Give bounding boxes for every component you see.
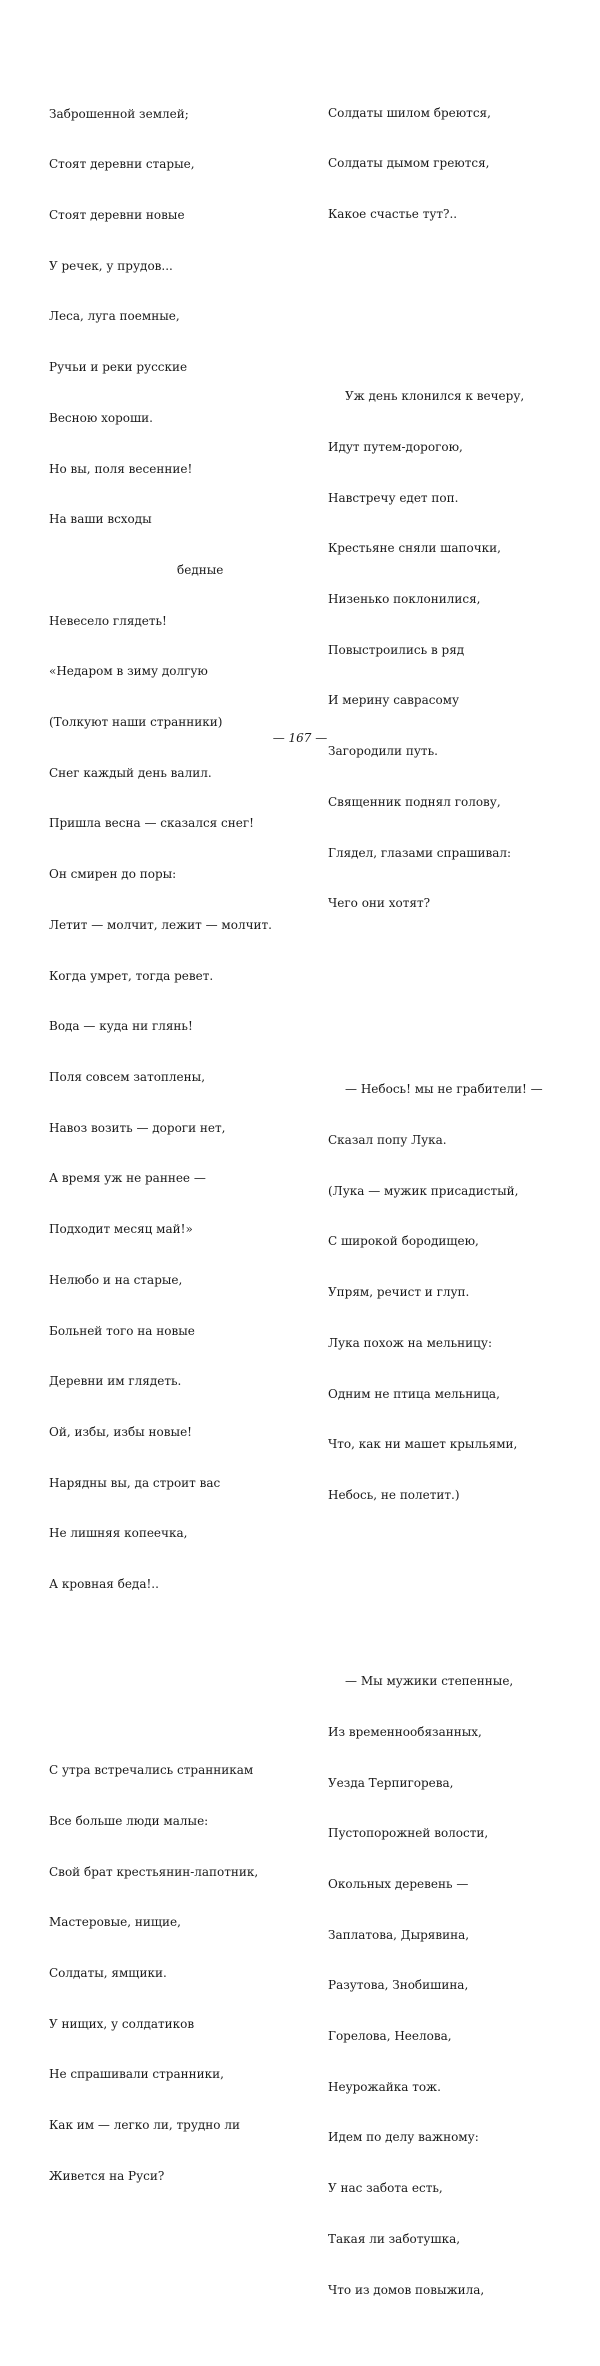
verse-line: Как им — легко ли, трудно ли [49, 2118, 240, 2133]
verse-line: Что из домов повыжила, [328, 2282, 485, 2297]
verse-line: Упрям, речист и глуп. [328, 1285, 470, 1300]
verse-line: Нарядны вы, да строит вас [49, 1475, 221, 1490]
stanza-gap [49, 1661, 299, 1695]
verse-line: Живется на Руси? [49, 2168, 165, 2183]
verse-line: Невесело глядеть! [49, 613, 167, 628]
verse-line: Летит — молчит, лежит — молчит. [49, 917, 272, 932]
page-number: — 167 — [272, 731, 328, 745]
verse-line: Уж день клонился к вечеру, [345, 389, 525, 404]
verse-line: Священник поднял голову, [328, 794, 501, 809]
verse-line: Нелюбо и на старые, [49, 1272, 183, 1287]
verse-line: Что, как ни машет крыльями, [328, 1437, 518, 1452]
verse-line: Солдаты шилом бреются, [328, 105, 491, 120]
verse-line: А кровная беда!.. [49, 1577, 159, 1592]
verse-line: Подходит месяц май!» [49, 1222, 193, 1237]
verse-line: Идут путем-дорогою, [328, 439, 463, 454]
verse-line: На ваши всходы [49, 512, 152, 527]
stanza-gap [328, 291, 590, 321]
verse-line: Навстречу едет поп. [328, 490, 459, 505]
verse-line: Весною хороши. [49, 410, 153, 425]
verse-line: Леса, луга поемные, [49, 309, 180, 324]
right-stanza-2 [328, 354, 590, 946]
verse-line: Заброшенной землей; [49, 106, 189, 121]
verse-line: Глядел, глазами спрашивал: [328, 845, 512, 860]
verse-line: Ой, избы, избы новые! [49, 1424, 192, 1439]
verse-line: Разутова, Знобишина, [328, 1978, 469, 1993]
left-stanza-2 [49, 1728, 299, 2218]
verse-line: Небось, не полетит.) [328, 1487, 460, 1502]
verse-line: Не лишняя копеечка, [49, 1526, 188, 1541]
verse-line: (Лука — мужик присадистый, [328, 1183, 519, 1198]
verse-line: Снег каждый день валил. [49, 765, 212, 780]
right-column [328, 37, 590, 2366]
verse-line: Ручьи и реки русские [49, 360, 188, 375]
verse-line: «Недаром в зиму долгую [49, 664, 208, 679]
verse-line: — Мы мужики степенные, [345, 1674, 514, 1689]
verse-line: У нищих, у солдатиков [49, 2016, 195, 2031]
verse-line: Уезда Терпигорева, [328, 1775, 454, 1790]
verse-line: Когда умрет, тогда ревет. [49, 968, 214, 983]
verse-line: Свой брат крестьянин-лапотник, [49, 1864, 259, 1879]
verse-line: Солдаты дымом греются, [328, 156, 490, 171]
verse-line: Из временнообязанных, [328, 1724, 482, 1739]
verse-line: А время уж не раннее — [49, 1171, 206, 1186]
verse-line: Не спрашивали странники, [49, 2067, 224, 2082]
verse-line: Окольных деревень — [328, 1876, 469, 1891]
verse-line: Загородили путь. [328, 744, 438, 759]
verse-line: Мастеровые, нищие, [49, 1915, 181, 1930]
verse-line: Солдаты, ямщики. [49, 1965, 167, 1980]
verse-line: Поля совсем затоплены, [49, 1069, 206, 1084]
verse-line: У нас забота есть, [328, 2181, 443, 2196]
verse-line: Идем по делу важному: [328, 2130, 479, 2145]
verse-line: Горелова, Неелова, [328, 2029, 452, 2044]
left-column [49, 38, 299, 2252]
verse-line: Чего они хотят? [328, 896, 431, 911]
verse-line: Но вы, поля весенние! [49, 461, 193, 476]
verse-line: Какое счастье тут?.. [328, 207, 458, 222]
verse-line: Стоят деревни старые, [49, 157, 195, 172]
right-stanza-3 [328, 1048, 590, 1538]
verse-line: Заплатова, Дырявина, [328, 1927, 470, 1942]
verse-line: Одним не птица мельница, [328, 1386, 500, 1401]
verse-line: (Толкуют наши странники) [49, 715, 223, 730]
verse-line: У речек, у прудов... [49, 258, 173, 273]
verse-line: Низенько поклонилися, [328, 591, 481, 606]
stanza-gap [328, 1571, 590, 1605]
verse-line: Деревни им глядеть. [49, 1374, 182, 1389]
verse-line: Неурожайка тож. [328, 2079, 441, 2094]
left-stanza-1 [49, 72, 299, 1627]
verse-line: — Небось! мы не грабители! — [345, 1082, 543, 1097]
verse-line: Больней того на новые [49, 1323, 195, 1338]
verse-line: С утра встречались странникам [49, 1763, 254, 1778]
verse-line: И мерину саврасому [328, 693, 460, 708]
verse-line: Лука похож на мельницу: [328, 1335, 492, 1350]
verse-line: Он смирен до поры: [49, 867, 177, 882]
verse-line: Повыстроились в ряд [328, 642, 465, 657]
verse-line: С широкой бородищею, [328, 1234, 479, 1249]
verse-line: Все больше люди малые: [49, 1813, 209, 1828]
verse-line: Такая ли заботушка, [328, 2231, 461, 2246]
verse-line: Сказал попу Лука. [328, 1133, 447, 1148]
verse-line: Навоз возить — дороги нет, [49, 1120, 226, 1135]
verse-line-continuation: бедные [177, 562, 224, 577]
stanza-gap [328, 980, 590, 1014]
right-stanza-1 [328, 71, 590, 257]
verse-line: Вода — куда ни глянь! [49, 1019, 193, 1034]
verse-line: Пустопорожней волости, [328, 1826, 489, 1841]
verse-line: Крестьяне сняли шапочки, [328, 541, 501, 556]
verse-line: Пришла весна — сказался снег! [49, 816, 254, 831]
right-stanza-4 [328, 1639, 590, 2332]
verse-line: Стоят деревни новые [49, 208, 185, 223]
